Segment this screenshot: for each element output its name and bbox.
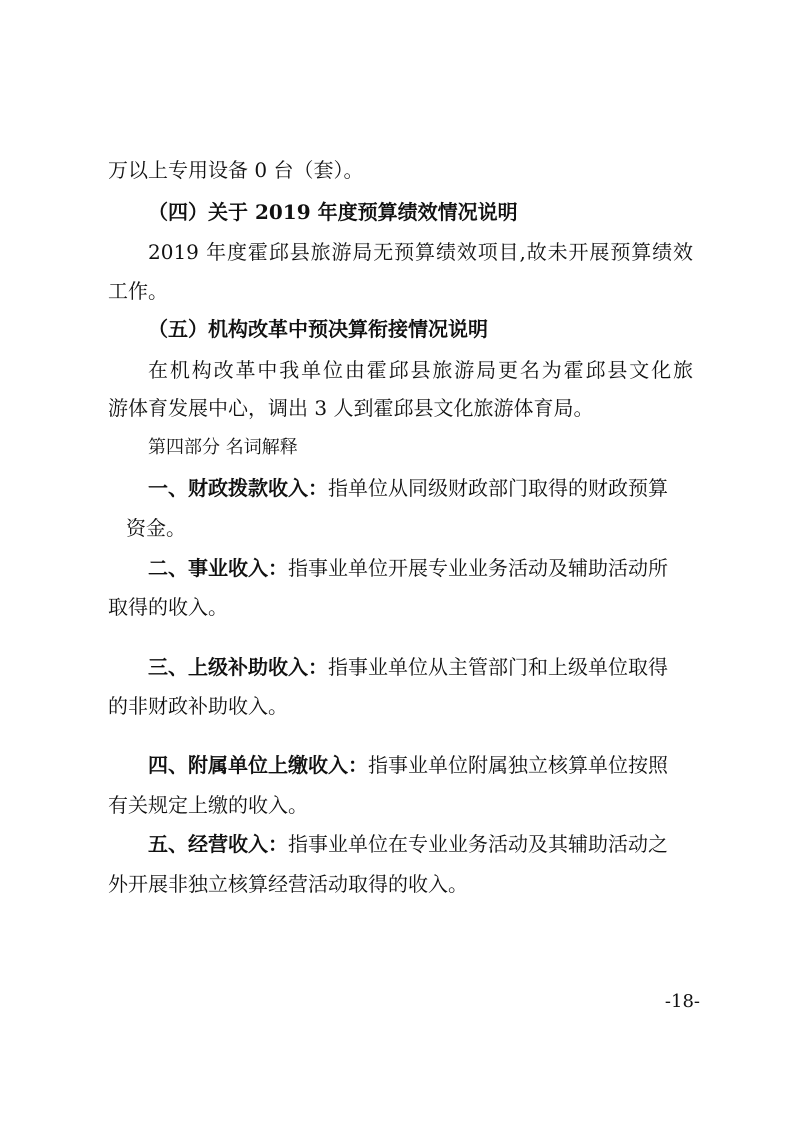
- term-label: 二、事业收入：: [148, 556, 288, 580]
- performance-paragraph-line-2: 工作。: [108, 279, 168, 303]
- term-entry-5: [148, 829, 693, 859]
- page-number: -18-: [664, 991, 700, 1012]
- term-definition: 指事业单位在专业业务活动及其辅助活动之: [288, 832, 668, 856]
- term-definition: 指单位从同级财政部门取得的财政预算: [328, 476, 668, 500]
- section-heading-reform: （五）机构改革中预决算衔接情况说明: [148, 317, 488, 341]
- term-entry-4: [148, 750, 693, 780]
- term-entry-1: [148, 473, 693, 503]
- section-heading-performance: （四）关于 2019 年度预算绩效情况说明: [148, 200, 518, 224]
- reform-paragraph-line-1: 在机构改革中我单位由霍邱县旅游局更名为霍邱县文化旅: [148, 358, 693, 382]
- term-entry-2: [148, 553, 693, 583]
- term-entry-1-continuation: 资金。: [126, 516, 186, 540]
- term-label: 四、附属单位上缴收入：: [148, 753, 368, 777]
- reform-paragraph-line-2: 游体育发展中心，调出 3 人到霍邱县文化旅游体育局。: [108, 396, 594, 420]
- equipment-text-tail: 万以上专用设备 0 台（套）。: [108, 158, 364, 182]
- performance-paragraph-line-1: 2019 年度霍邱县旅游局无预算绩效项目,故未开展预算绩效: [148, 240, 693, 264]
- term-label: 一、财政拨款收入：: [148, 476, 328, 500]
- term-label: 三、上级补助收入：: [148, 655, 328, 679]
- term-definition: 指事业单位从主管部门和上级单位取得: [328, 655, 668, 679]
- term-entry-2-continuation: 取得的收入。: [108, 595, 228, 619]
- term-definition: 指事业单位附属独立核算单位按照: [368, 753, 668, 777]
- term-entry-5-continuation: 外开展非独立核算经营活动取得的收入。: [108, 872, 468, 896]
- term-entry-3: [148, 652, 693, 682]
- term-label: 五、经营收入：: [148, 832, 288, 856]
- term-definition: 指事业单位开展专业业务活动及辅助活动所: [288, 556, 668, 580]
- part-four-title: 第四部分 名词解释: [148, 437, 298, 458]
- term-entry-4-continuation: 有关规定上缴的收入。: [108, 793, 308, 817]
- term-entry-3-continuation: 的非财政补助收入。: [108, 694, 288, 718]
